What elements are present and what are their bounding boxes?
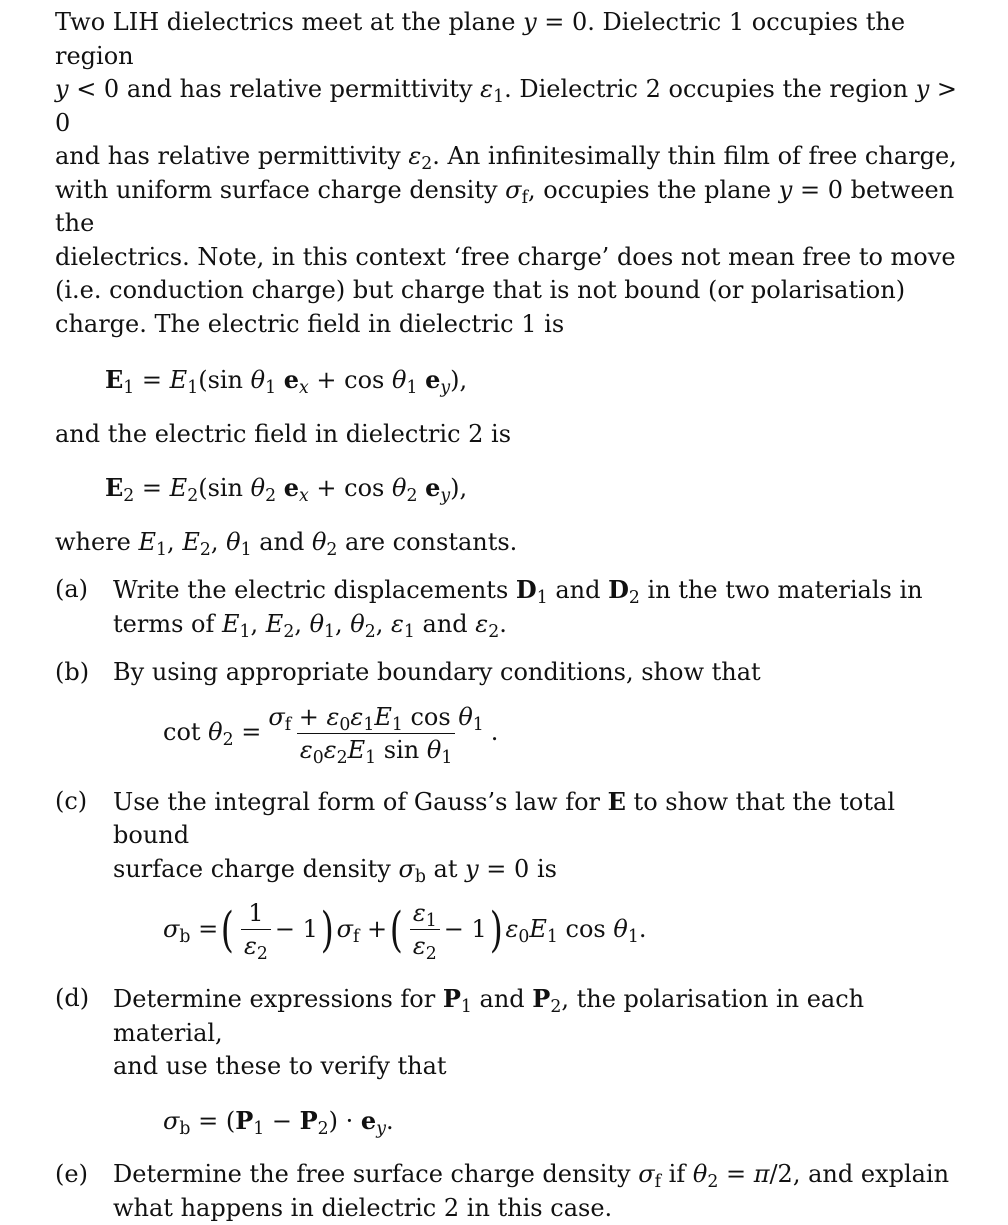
equation-field-2: $E_2 = E_2(\sin$ $\theta_2$ $e_x + \cos \theta_2$ $e_y$), [105,473,468,506]
part-b-label: (b) [55,658,90,686]
part-d-label: (d) [55,984,90,1012]
part-e: (e) Determine the free surface charge density $\sigma_f$ if $\theta_2 = \pi/2$, and explain what happens in dielectric 2 in this case. [55,1160,950,1222]
equation-field-1: $E_1 = E_1(\sin$ $\theta_1$ $e_x + \cos \theta_1$ $e_y$), [105,365,468,398]
mid-text: and the electric field in dielectric 2 is [55,419,512,448]
equation-polarisation: $\sigma_b = (P_1 - P_2) \cdot e_y$. [163,1105,394,1139]
part-b-text: By using appropriate boundary conditions, show that [113,658,761,686]
part-a-label: (a) [55,575,89,603]
where-text: where $E_1$, $E_2$, $\theta_1$ and $\theta_2$ are constants. [55,527,518,560]
part-b [55,656,972,768]
part-e-label: (e) [55,1160,88,1188]
equation-sigma-b: $\sigma_b$ = ( $\frac{1}{\varepsilon_2}$ − 1 ) $\sigma_f$ + ( $\frac{\varepsilon_1}{\varepsilon_2}$ − 1 ) $\varepsilon_0E_1$ $\cos \theta_1$. [163,899,647,964]
part-d: (d) Determine expressions for $P_1$ and $P_2$, the polarisation in each material, and use these to verify that $\sigma_b = (P_1 - P_2) \cdot e_y$. [55,982,972,1138]
fraction: $\frac{\sigma_f + \varepsilon_0\varepsilon_1E_1 \cos \theta_1}{\varepsilon_0\varepsilon_2E_1 \sin \theta_1}$ [268,702,484,768]
intro-paragraph: Two LIH dielectrics meet at the plane y = 0. Dielectric 1 occupies the region y < 0 and has relative permittivity $\varepsilon_1$. Dielectric 2 occupies the region y > 0 and has relative permittivity $\varepsilon_2$. An infinitesimally thin film of free charge, with uniform surface charge density $\sigma_f$, occupies the plane y = 0 between the dielectrics. Note, in this context ‘free charge’ does not mean free to move (i.e. conduction charge) but charge that is not bound (or polarisation) charge. The electric field in dielectric 1 is [55,8,957,338]
equation-cot-theta2: $\cot \theta_2$ = $\frac{\sigma_f + \varepsilon_0\varepsilon_1E_1 \cos \theta_1}{\varepsilon_0\varepsilon_2E_1 \sin \theta_1}$ . [163,702,499,768]
part-e-line-2: what happens in dielectric 2 in this case. [113,1193,613,1222]
part-c: (c) Use the integral form of Gauss’s law for E to show that the total bound surface charge density $\sigma_b$ at y = 0 is $\sigma_b$ = ( $\frac{1}{\varepsilon_2}$ − 1 ) $\sigma_f$ + ( $\frac{\varepsilon_1}{\varepsilon_2}$ − 1 ) $\varepsilon_0E_1$ $\cos \theta_1$. [55,785,972,962]
part-c-label: (c) [55,786,88,815]
part-a: (a) Write the electric displacements $D_1$ and $D_2$ in the two materials in terms of $E_1$, $E_2$, $\theta_1$, $\theta_2$, $\varepsilon_1$ and $\varepsilon_2$. [55,575,923,642]
